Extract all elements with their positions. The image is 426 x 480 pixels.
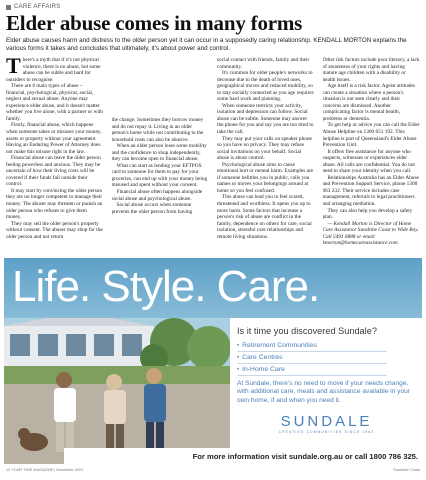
paragraph: They may sell the older person's property without consent. The abuser may shop for the older person and not return — [6, 220, 103, 240]
list-item[interactable] — [237, 352, 387, 364]
ad-contact-bar[interactable]: For more information visit sundale.org.au or call 1800 786 325. — [64, 448, 422, 464]
list-item-label: In-Home Care — [242, 366, 285, 373]
column-spacer — [112, 57, 210, 117]
ad-body-text: At Sundale, there's no need to move if your needs change, with additional care, meals and assistance available in your own home, if and when you need it. — [237, 380, 410, 404]
paragraph — [6, 57, 104, 83]
paragraph: This abuse can lead you to feel scared, threatened and worthless. It opens you up to more harm. Some factors that increase a person's risk of abuse are conflict in the family, dependence on others for care, social isolation, stressful care relationships and remote living situations. — [217, 194, 312, 240]
paragraph: Financial abuse often happens alongside social abuse and psychological abuse. — [111, 189, 203, 202]
ad-service-list — [237, 340, 416, 376]
paragraph: To get help or advice you can call the Elder Abuse Helpline on 1300 651 192. This helpline is part of Queensland's Elder Abuse Prevention Unit. — [322, 122, 420, 149]
paragraph: Relationships Australia has an Elder Abuse and Prevention Support Service, phone 1300 063 232. Their service includes case management, referrals to legal practitioners and arranging mediation. — [322, 174, 419, 208]
article-body — [6, 57, 420, 255]
logo-name: SUNDALE — [280, 413, 373, 431]
paragraph: What can start as lending your EFTPOS card to someone for them to pay for your groceries, can end up with your money being misused and spent without your consent. — [111, 162, 208, 189]
article-column-2 — [112, 57, 210, 255]
footer-left: 10 YOUR TIME MAGAZINE | November 2021 — [6, 468, 84, 472]
article-column-1 — [6, 57, 104, 255]
footer-right: Sunshine Coast — [393, 468, 420, 472]
paragraph: When someone restricts your activity, isolation and depression can follow. Social abuse can be subtle. Someone may answer the phone for you and say you are too tired to take the call. — [217, 102, 314, 136]
list-item[interactable] — [237, 364, 387, 376]
paragraph: They may put your calls on speaker phone so you have no privacy. They may refuse social invitations on your behalf. Social abuse is about control. — [217, 135, 312, 162]
paragraph: Other risk factors include poor literacy, a lack of awareness of your rights and having mature age children with a disability or health issues. — [322, 57, 420, 83]
bullet-icon: • — [237, 342, 240, 349]
ad-title: Life. Style. Care. — [12, 262, 320, 311]
list-item-label: Retirement Communities — [242, 342, 317, 349]
paragraph: They can also help you develop a safety plan. — [322, 207, 413, 221]
paragraph-text: here's a myth that if it's not physical violence, there is no abuse, but some abuse can be subtle and hard for outsiders to recognise. — [6, 57, 101, 83]
article-standfirst: Elder abuse causes harm and distress to the older person yet it can occur in a supposedly caring relationship. KENDALL MORTON explains the various forms it takes and concludes that ultimately, it's about power and control. — [6, 37, 407, 52]
ad-photo-illustration — [4, 318, 236, 464]
paragraph: It's common for older people's networks to decrease due to the death of loved ones, geographical moves and reduced mobility, so to stay socially connected as you age requires some hard work and planning. — [217, 70, 314, 103]
paragraph: When an older person loses some mobility and the confidence to shop independently, they can become open to financial abuse. — [111, 143, 207, 163]
drop-cap: T — [6, 57, 21, 78]
paragraph: It may start by convincing the older person they are no longer competent to manage their money. The abuser may threaten or punish an older person who refuses to give them money. — [6, 187, 103, 221]
article-column-3 — [217, 57, 315, 255]
sundale-logo — [237, 413, 416, 434]
section-label-text: CARE AFFAIRS — [14, 4, 61, 10]
paragraph: It offers free assistance for anyone who suspects, witnesses or experiences elder abuse. All calls are confidential. You do not need to share your identity when you call. — [322, 148, 415, 175]
logo-tagline: CREATING COMMUNITIES SINCE 1963 — [278, 430, 375, 435]
bullet-icon: • — [237, 366, 240, 373]
paragraph: Psychological abuse aims to cause emotional hurt or mental harm. Examples are if someone belittles you in public, calls you names or moves your belongings around at home so you feel confused. — [217, 161, 314, 194]
ad-info-panel — [230, 318, 422, 448]
paragraph: social contact with friends, family and their community. — [217, 57, 310, 70]
list-item-label: Care Centres — [242, 354, 283, 361]
paragraph: Social abuse occurs when someone prevents the older person from having — [111, 202, 193, 215]
bullet-icon: • — [237, 354, 240, 361]
paragraph: There are 6 main types of abuse – financial, psychological, physical, social, neglect and sexual abuse. Anyone may experience elder abuse, and it doesn't matter whether you live alone, with a partner or with family. — [6, 83, 103, 122]
paragraph: Financial abuse can leave the older person feeling powerless and anxious. They may be uncertain of how their living costs will be covered if their funds fall outside their control. — [6, 155, 101, 188]
section-square-icon — [6, 5, 11, 10]
article-headline: Elder abuse comes in many forms — [6, 11, 303, 35]
ad-question: Is it time you discovered Sundale? — [237, 326, 377, 336]
article-column-4 — [323, 57, 421, 255]
sundale-advertisement[interactable] — [4, 258, 422, 464]
list-item[interactable] — [237, 340, 387, 352]
author-bio: — Kendall Morton is Director of Home Care Assistance Sunshine Coast to Wide Bay. Call 5491 6888 or email kmorton@homecareassistance.com — [322, 220, 419, 247]
paragraph: Firstly, financial abuse, which happens when someone takes or misuses your money, assets or property without your agreement. Having an Enduring Power of Attorney does not make this misuse right in the law. — [6, 122, 102, 155]
section-label — [6, 4, 61, 10]
paragraph: Age itself is a risk factor. Ageist attitudes can create a situation where a person's situation is not seen clearly and their concerns are dismissed. Another complicating factor is mental health, problems or dementia. — [322, 83, 415, 122]
page-footer — [6, 468, 420, 472]
paragraph: the change. Sometimes they borrow money and do not repay it. Living in an older person's home while not contributing to the household costs can also be abusive. — [111, 117, 204, 143]
